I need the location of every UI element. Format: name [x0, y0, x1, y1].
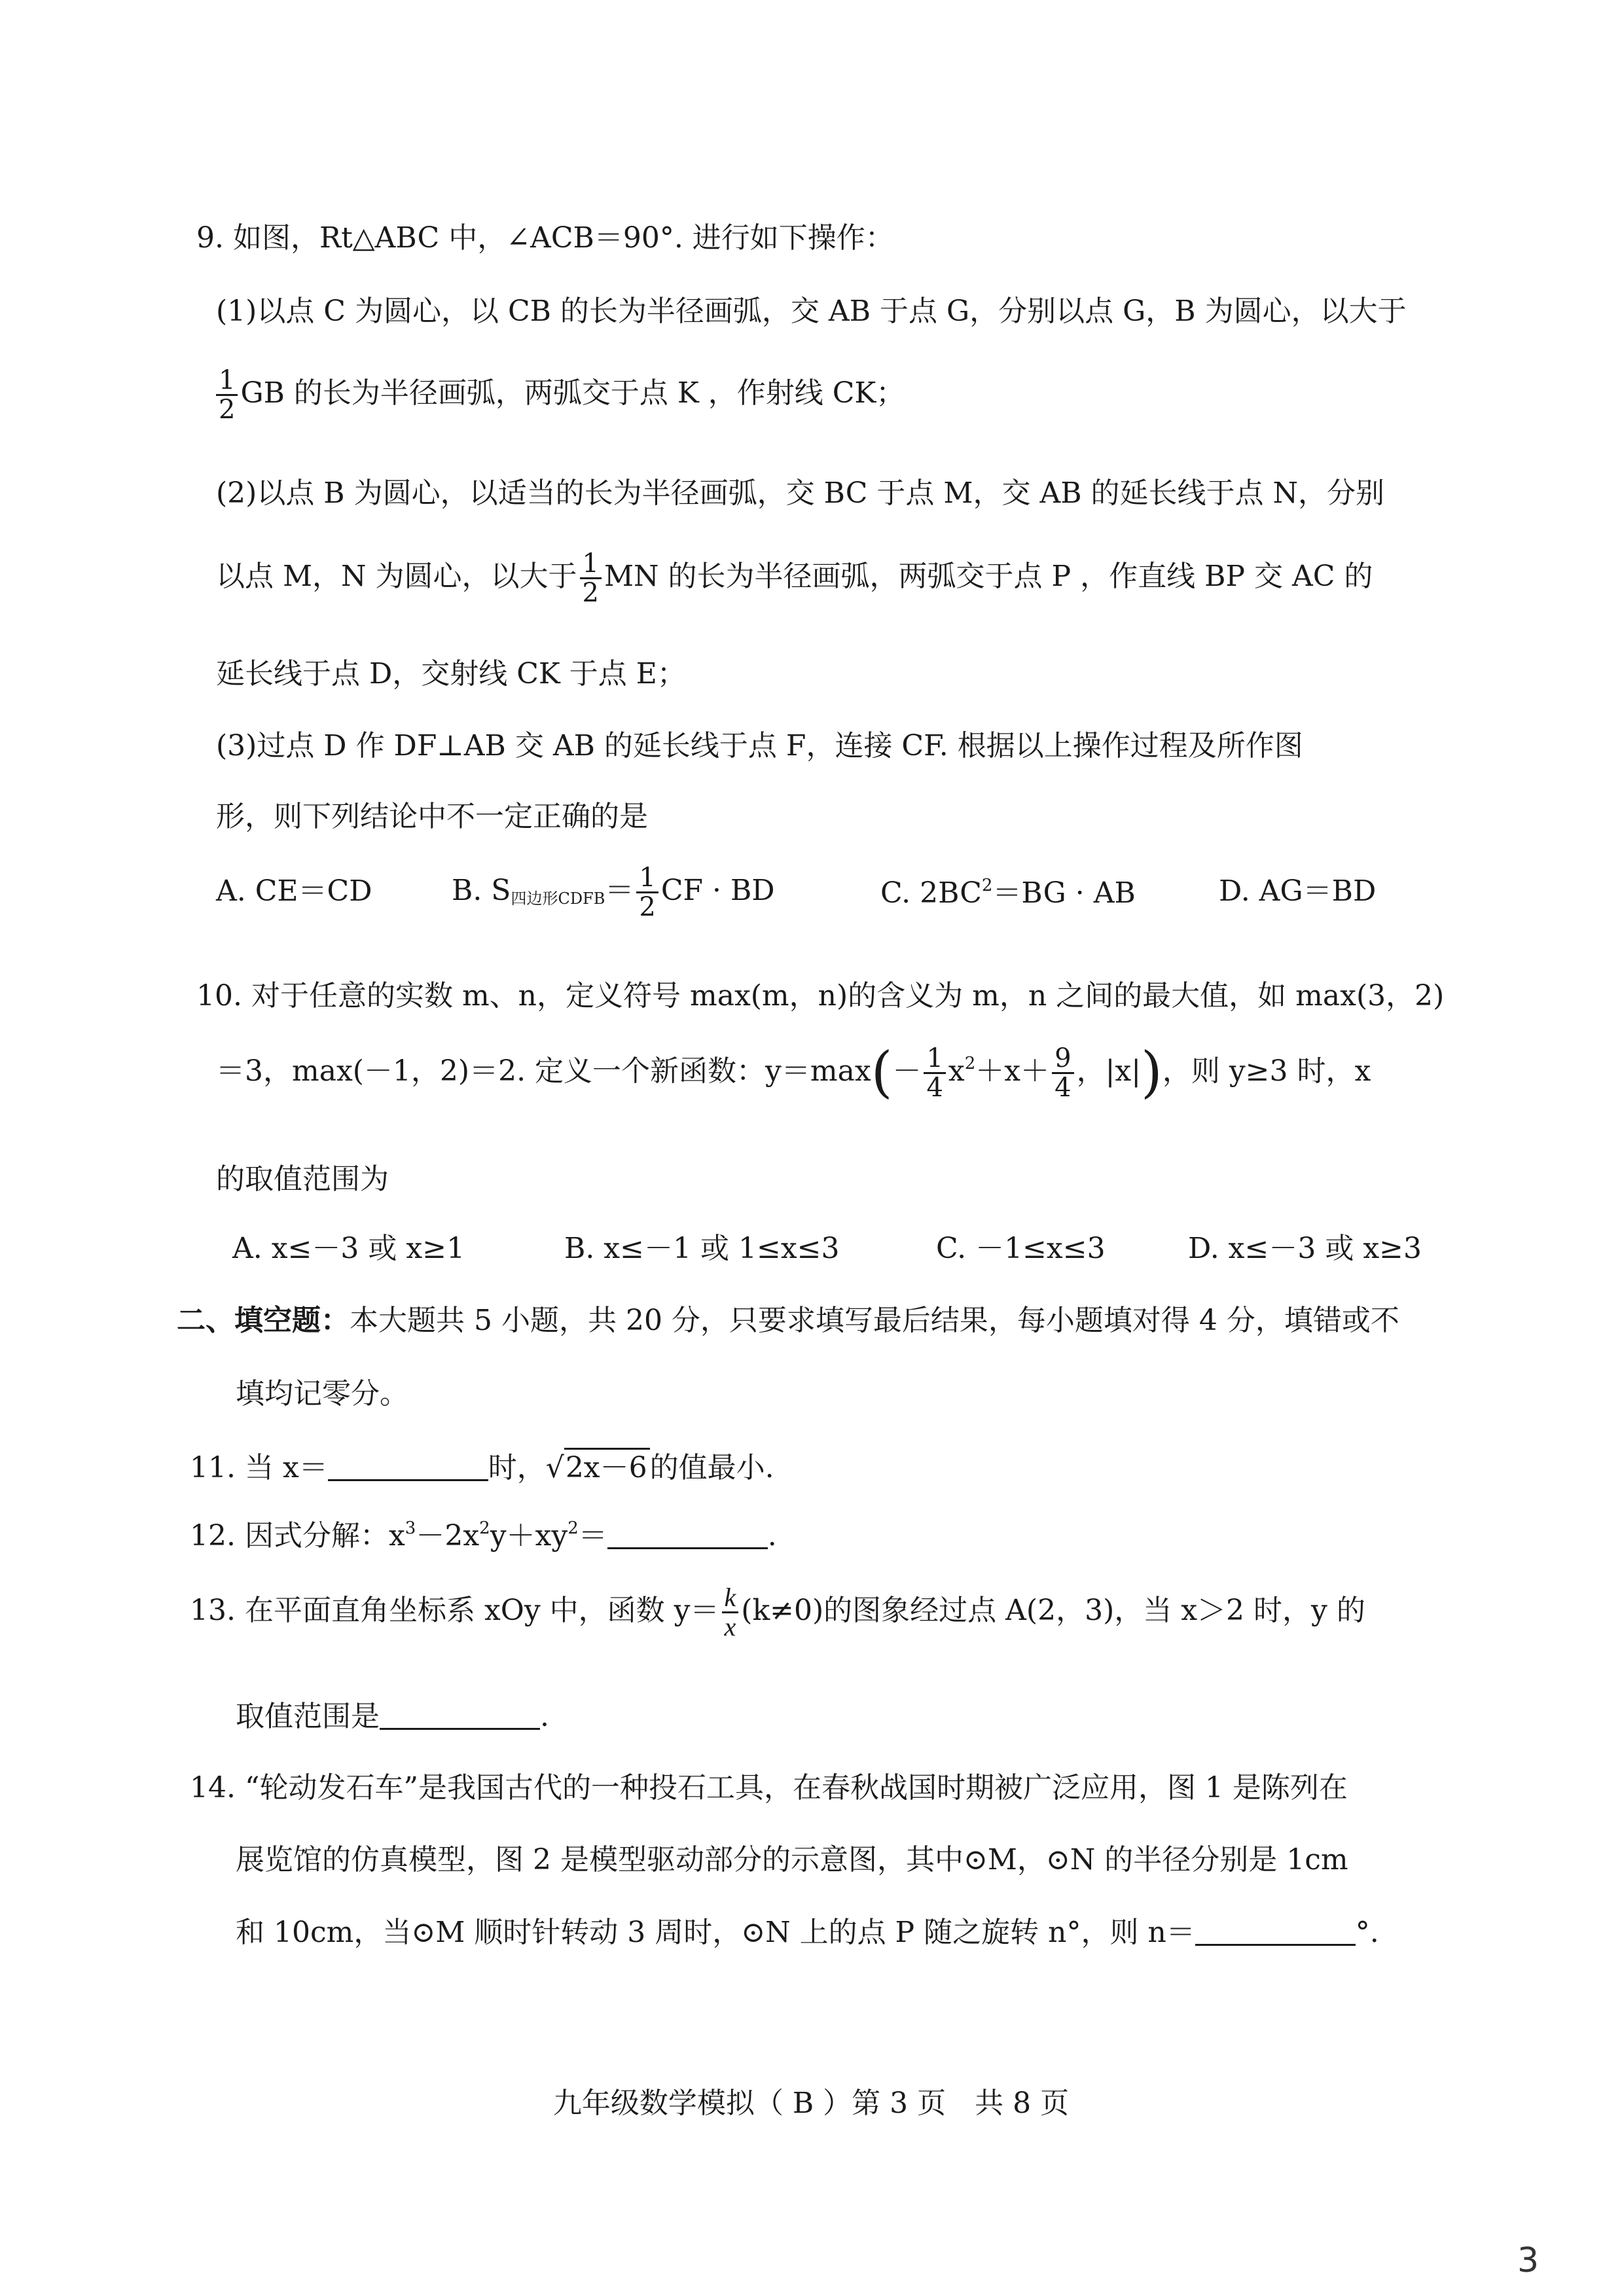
q9-choices [216, 874, 372, 908]
q9-line-5: 以点 M，N 为圆心，以大于 $\frac{1}{2}$ MN 的长为半径画弧，两弧交于点 P ，作直线 BP 交 AC 的 [216, 548, 1373, 608]
q12: 12. 因式分解：$x^3-2x^2y+xy^2=$ . [190, 1518, 777, 1552]
q10-line-1: 10. 对于任意的实数 m、n，定义符号 max(m，n)的含义为 m，n 之间的最大值，如 max(3，2) [196, 979, 1445, 1013]
fraction: $\frac{1}{2}$ [216, 367, 238, 423]
q9-line-6: 延长线于点 D，交射线 CK 于点 E； [216, 657, 686, 691]
q10-option-c: C. －1≤x≤3 [936, 1232, 1106, 1265]
q10-option-d: D. x≤－3 或 x≥3 [1188, 1232, 1422, 1265]
q9-line-2: (1)以点 C 为圆心，以 CB 的长为半径画弧，交 AB 于点 G，分别以点 G，B 为圆心，以大于 [216, 295, 1407, 328]
q13-line-1: 13. 在平面直角坐标系 xOy 中，函数 y＝ $\frac{k}{x}$ (k≠0)的图象经过点 A(2，3)，当 x＞2 时，y 的 [190, 1583, 1365, 1641]
fraction: $\frac{1}{2}$ [580, 550, 602, 607]
fraction: $\frac{1}{4}$ [924, 1045, 945, 1102]
answer-blank[interactable] [328, 1453, 488, 1481]
q10-option-a: A. x≤－3 或 x≥1 [232, 1232, 465, 1265]
answer-blank[interactable] [607, 1521, 768, 1549]
q14-line-1: 14. “轮动发石车”是我国古代的一种投石工具，在春秋战国时期被广泛应用，图 1 是陈列在 [190, 1771, 1348, 1804]
fraction: $\frac{1}{2}$ [636, 864, 658, 921]
q9-line-3: $\frac{1}{2}$ GB 的长为半径画弧，两弧交于点 K ，作射线 CK； [216, 367, 905, 423]
q13-line-2: 取值范围是 . [236, 1700, 549, 1733]
q9-option-a: A. CE＝CD [216, 874, 372, 908]
q10-option-b: B. x≤－1 或 1≤x≤3 [564, 1232, 840, 1265]
q9-line-7: (3)过点 D 作 DF⊥AB 交 AB 的延长线于点 F，连接 CF. 根据以上操作过程及所作图 [216, 729, 1303, 762]
q9-option-d: D. AG＝BD [1219, 874, 1377, 908]
page-number: 3 [1517, 2241, 1540, 2280]
q11: 11. 当 x＝ 时，√2x－6的值最小. [190, 1453, 774, 1482]
section-2-intro: 二、填空题：本大题共 5 小题，共 20 分，只要求填写最后结果，每小题填对得 4 分，填错或不 [177, 1304, 1399, 1337]
section-2-line-2: 填均记零分。 [236, 1377, 408, 1410]
q9-line-1: 9. 如图，Rt△ABC 中，∠ACB＝90°. 进行如下操作： [196, 221, 894, 255]
answer-blank[interactable] [1195, 1918, 1356, 1946]
q9-line-4: (2)以点 B 为圆心，以适当的长为半径画弧，交 BC 于点 M，交 AB 的延长线于点 N，分别 [216, 476, 1385, 510]
answer-blank[interactable] [380, 1702, 540, 1730]
q9-option-b: B. $S_{四边形CDFB}=$ $\frac{1}{2}$ CF · BD [452, 863, 775, 922]
page-footer: 九年级数学模拟（ B ）第 3 页 共 8 页 [552, 2087, 1070, 2120]
q9-option-c: C. $2BC^2=BG$ · AB [880, 876, 1136, 910]
section-heading: 二、填空题： [177, 1304, 350, 1337]
fraction: $\frac{k}{x}$ [722, 1584, 739, 1641]
q14-line-2: 展览馆的仿真模型，图 2 是模型驱动部分的示意图，其中⊙M，⊙N 的半径分别是 1cm [236, 1843, 1348, 1876]
fraction: $\frac{9}{4}$ [1052, 1045, 1073, 1102]
q9-line-8: 形，则下列结论中不一定正确的是 [216, 800, 648, 833]
q10-line-2: ＝3，max(－1，2)＝2. 定义一个新函数：y＝max(－ $\frac{1}{4}$ $x^2+x+$ $\frac{9}{4}$ ，|x|)，则 y≥3 时，x [216, 1040, 1371, 1104]
q14-line-3: 和 10cm，当⊙M 顺时针转动 3 周时，⊙N 上的点 P 随之旋转 n°，则 n＝ °. [236, 1916, 1379, 1949]
q10-line-3: 的取值范围为 [216, 1162, 389, 1196]
